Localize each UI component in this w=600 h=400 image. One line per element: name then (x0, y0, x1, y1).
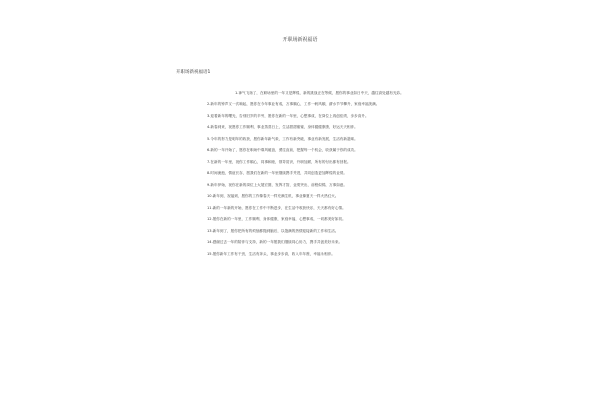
paragraph: 1.神气飞扬了，在职场里的一年又是辉煌，新的挑战正在等候，愿你的事业如日中天，越往高处越有光彩。 (235, 91, 404, 95)
paragraph: 13.新年到了，愿你把所有的烦恼都抛到脑后，以饱满的热情迎接新的工作和生活。 (207, 228, 339, 233)
section-heading: 开职场新祝福语1 (176, 70, 211, 75)
document-body (199, 90, 427, 262)
paragraph: 15.愿你新年工作有干劲，生活有奔头，事业步步高，收入年年涨，幸福永相伴。 (207, 251, 335, 256)
paragraph: 5.今年的努力是明年的收获，愿你新年新气象，工作有新突破，事业有新发展，生活有新滋味。 (207, 136, 358, 141)
document-title: 开职场新祝福语 (282, 37, 318, 43)
paragraph: 2.新年的钟声又一次响起，愿你在今年事业有成，万事顺心，工作一帆风顺，薪水节节攀升，家庭幸福美满。 (207, 102, 380, 107)
paragraph: 8.时间流逝，情谊长存，愿我们在新的一年里继续携手并进，共同创造更加辉煌的业绩。 (207, 171, 347, 176)
paragraph: 14.感谢过去一年的陪伴与支持，新的一年愿我们继续同心协力，携手共创美好未来。 (207, 240, 343, 245)
paragraph: 6.新的一年开始了，愿你在职场中乘风破浪，勇往直前，把握每一个机会，收获属于你的成功。 (207, 148, 358, 153)
paragraph: 4.新春到来，祝愿你工作顺利，事业蒸蒸日上，生活甜甜蜜蜜，身体健健康康，好运天天相伴。 (207, 125, 358, 130)
paragraph: 7.在新的一年里，祝你工作顺心，同事和睦，领导赏识，升职加薪，所有的付出都有回报。 (207, 159, 351, 164)
paragraph: 3.迎着新年的曙光，告别旧岁的辛劳，愿你在新的一年里，心想事成，在岗位上再创佳绩，步步高升。 (207, 113, 369, 118)
paragraph: 10.新年到，祝福到，愿你的工作像春天一样充满生机，事业像夏天一样火热红火。 (207, 194, 339, 199)
paragraph: 12.愿你在新的一年里，工作顺利，身体健康，家庭幸福，心想事成，一切都美好如初。 (207, 217, 346, 222)
paragraph: 9.新年伊始，祝你在新的岗位上大展宏图，发挥才智，业绩突出，前程似锦，万事如意。 (207, 182, 347, 187)
paragraph: 11.新的一年新的开始，愿你在工作中不断进步，在生活中收获快乐，天天都有好心情。 (207, 205, 346, 210)
